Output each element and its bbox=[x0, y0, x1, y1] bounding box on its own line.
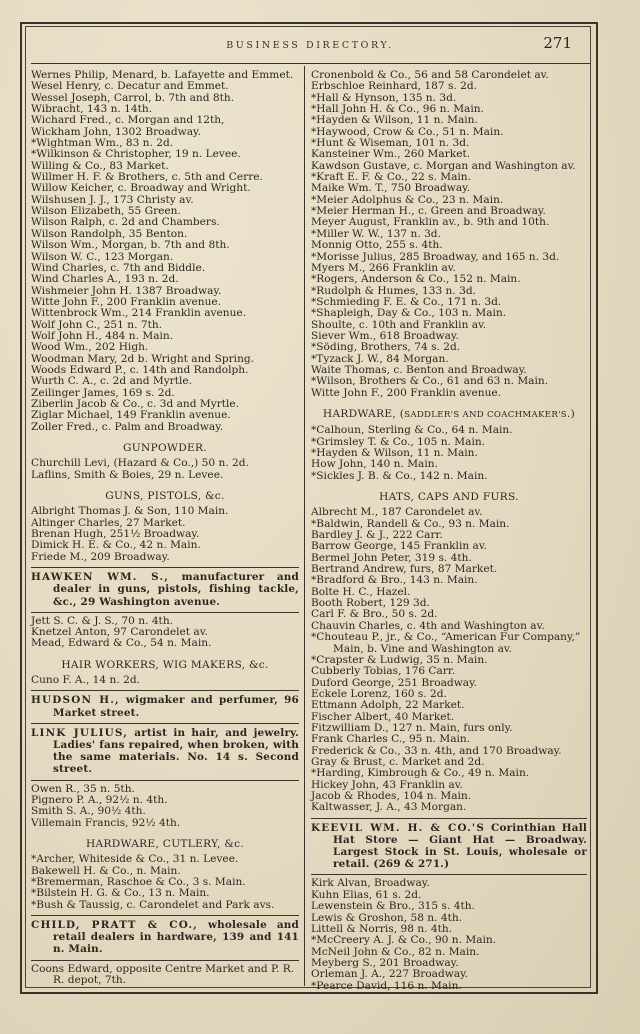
directory-entry: Chauvin Charles, c. 4th and Washington av. bbox=[311, 619, 545, 632]
directory-entry: Dimick H. E. & Co., 42 n. Main. bbox=[31, 539, 201, 552]
directory-entry: *Miller W. W., 137 n. 3d. bbox=[311, 227, 441, 240]
advertiser-name: HAWKEN WM. S., bbox=[31, 571, 170, 584]
directory-entry: Bardley J. & J., 222 Carr. bbox=[311, 529, 443, 542]
directory-entry: Wilson Elizabeth, 55 Green. bbox=[31, 205, 181, 218]
directory-entry: Willing & Co., 83 Market. bbox=[31, 159, 169, 172]
advertisement-hudson bbox=[31, 694, 299, 718]
advertiser-name: HUDSON H., bbox=[31, 694, 120, 707]
directory-entry: McNeil John & Co., 82 n. Main. bbox=[311, 945, 480, 958]
directory-entry: Meyberg S., 201 Broadway. bbox=[311, 956, 459, 969]
advertisement-text: wholesale and retail dealers in hardware, 139 and 141 n. Main. bbox=[53, 919, 299, 956]
directory-entry: *Haywood, Crow & Co., 51 n. Main. bbox=[311, 125, 504, 138]
running-title: BUSINESS DIRECTORY. bbox=[226, 40, 394, 51]
directory-entry: *Kraft E. F. & Co., 22 s. Main. bbox=[311, 171, 471, 184]
directory-entry: Wilson Wm., Morgan, b. 7th and 8th. bbox=[31, 239, 230, 252]
right-column bbox=[311, 70, 587, 992]
directory-entry: Friede M., 209 Broadway. bbox=[31, 550, 170, 563]
directory-entry: Bertrand Andrew, furs, 87 Market. bbox=[311, 563, 498, 576]
advertisement-hawken bbox=[31, 571, 299, 608]
left-column bbox=[31, 70, 299, 986]
directory-entry: Wishmeier John H. 1387 Broadway. bbox=[31, 284, 222, 297]
directory-entry: *Söding, Brothers, 74 s. 2d. bbox=[311, 341, 461, 354]
directory-entry: Littell & Norris, 98 n. 4th. bbox=[311, 922, 453, 935]
directory-entry: Woods Edward P., c. 14th and Randolph. bbox=[31, 363, 249, 376]
directory-entry: *Harding, Kimbrough & Co., 49 n. Main. bbox=[311, 767, 530, 780]
directory-entry: Wilshusen J. J., 173 Christy av. bbox=[31, 193, 194, 206]
directory-entry: Albrecht M., 187 Carondelet av. bbox=[311, 506, 483, 519]
directory-entry: Wilson W. C., 123 Morgan. bbox=[31, 250, 174, 263]
directory-entry: Woodman Mary, 2d b. Wright and Spring. bbox=[31, 352, 255, 365]
directory-entry: *Schmieding F. E. & Co., 171 n. 3d. bbox=[311, 295, 502, 308]
directory-entry: Shoulte, c. 10th and Franklin av. bbox=[311, 318, 487, 331]
heading-small-caps: SADDLER'S AND COACHMAKER'S bbox=[404, 409, 567, 420]
directory-entry: Jett S. C. & J. S., 70 n. 4th. bbox=[31, 614, 174, 627]
advertisement-text: wigmaker and perfumer, 96 Market street. bbox=[53, 694, 299, 719]
advertiser-name: CHILD, PRATT & CO., bbox=[31, 919, 198, 932]
section-heading-gunpowder: GUNPOWDER. bbox=[123, 442, 207, 454]
directory-entry: Coons Edward, opposite Centre Market and P. R. R. depot, 7th. bbox=[31, 962, 295, 987]
directory-entry: Altinger Charles, 27 Market. bbox=[31, 516, 186, 529]
directory-entry: Zeilinger James, 169 s. 2d. bbox=[31, 386, 175, 399]
directory-entry: Wilson Ralph, c. 2d and Chambers. bbox=[31, 216, 220, 229]
directory-entry: Kansteiner Wm., 260 Market. bbox=[311, 148, 471, 161]
directory-entry: Wilson Randolph, 35 Benton. bbox=[31, 227, 188, 240]
directory-entry: Bakewell H. & Co., n. Main. bbox=[31, 864, 181, 877]
directory-entry: *Wilkinson & Christopher, 19 n. Levee. bbox=[31, 148, 241, 161]
directory-entry: Cuno F. A., 14 n. 2d. bbox=[31, 674, 140, 687]
advertisement-link bbox=[31, 727, 299, 776]
hardware-cutlery-listing bbox=[31, 854, 299, 911]
heading-main: HARDWARE, ( bbox=[322, 407, 405, 420]
section-heading-hats: HATS, CAPS AND FURS. bbox=[379, 491, 519, 504]
directory-entry: Smith S. A., 90½ 4th. bbox=[31, 805, 146, 818]
directory-entry: *Shapleigh, Day & Co., 103 n. Main. bbox=[311, 307, 507, 320]
directory-entry: Albright Thomas J. & Son, 110 Main. bbox=[31, 505, 229, 518]
directory-entry: Siever Wm., 618 Broadway. bbox=[311, 329, 459, 342]
directory-entry: Wickham John, 1302 Broadway. bbox=[31, 125, 201, 138]
advertiser-name: KEEVIL WM. H. & CO.'S bbox=[311, 821, 486, 834]
directory-entry: Knetzel Anton, 97 Carondelet av. bbox=[31, 626, 208, 639]
directory-entry: Ziberlin Jacob & Co., c. 3d and Myrtle. bbox=[31, 397, 240, 410]
directory-entry: Wind Charles A., 193 n. 2d. bbox=[31, 273, 179, 286]
gunpowder-listing bbox=[31, 458, 299, 481]
directory-entry: *Rudolph & Humes, 133 n. 3d. bbox=[311, 284, 476, 297]
section-heading-hardware-cutlery: HARDWARE, CUTLERY, &c. bbox=[85, 838, 245, 851]
directory-entry: Eckele Lorenz, 160 s. 2d. bbox=[311, 687, 447, 700]
directory-entry: *Hall John H. & Co., 96 n. Main. bbox=[311, 103, 484, 116]
advertiser-name: LINK JULIUS, bbox=[31, 726, 129, 739]
directory-entry: *Sickles J. B. & Co., 142 n. Main. bbox=[311, 469, 488, 482]
directory-entry: Owen R., 35 n. 5th. bbox=[31, 782, 135, 795]
directory-entry: Kirk Alvan, Broadway. bbox=[311, 877, 430, 890]
directory-entry: *Rogers, Anderson & Co., 152 n. Main. bbox=[311, 273, 521, 286]
directory-entry: *Hayden & Wilson, 11 n. Main. bbox=[311, 447, 478, 459]
directory-entry: Cronenbold & Co., 56 and 58 Carondelet av. bbox=[311, 69, 549, 81]
directory-entry: Ziglar Michael, 149 Franklin avenue. bbox=[31, 409, 231, 422]
advertisement-text: manufacturer and dealer in guns, pistols, fishing tackle, &c., 29 Washington avenue. bbox=[53, 571, 300, 608]
advertisement-child-pratt bbox=[31, 919, 299, 956]
directory-entry: *Bush & Taussig, c. Carondelet and Park avs. bbox=[31, 898, 275, 911]
ad-rule bbox=[311, 818, 587, 819]
directory-entry: *Grimsley T. & Co., 105 n. Main. bbox=[311, 435, 486, 448]
ad-rule bbox=[31, 690, 299, 691]
directory-entry: Gray & Brust, c. Market and 2d. bbox=[311, 755, 485, 768]
section-heading-hair: HAIR WORKERS, WIG MAKERS, &c. bbox=[61, 658, 269, 671]
directory-entry: Willow Keicher, c. Broadway and Wright. bbox=[31, 182, 251, 195]
directory-entry: Lewenstein & Bro., 315 s. 4th. bbox=[311, 900, 475, 913]
directory-entry: Bermel John Peter, 319 s. 4th. bbox=[311, 551, 472, 564]
directory-entry: Witte John F., 200 Franklin avenue. bbox=[311, 386, 502, 399]
directory-entry: Willmer H. F. & Brothers, c. 5th and Cerre. bbox=[31, 171, 263, 184]
directory-entry: *Hunt & Wiseman, 101 n. 3d. bbox=[311, 137, 470, 150]
directory-entry: *Wightman Wm., 83 n. 2d. bbox=[31, 137, 174, 150]
continued-listing bbox=[31, 70, 299, 433]
ad-rule bbox=[31, 780, 299, 781]
directory-entry: Wind Charles, c. 7th and Biddle. bbox=[31, 261, 206, 274]
directory-entry: Jacob & Rhodes, 104 n. Main. bbox=[311, 789, 472, 802]
directory-entry: Pignero P. A., 92½ n. 4th. bbox=[31, 793, 168, 806]
hardware-cutlery-listing-continued bbox=[31, 964, 299, 987]
directory-entry: *Hall & Hynson, 135 n. 3d. bbox=[311, 91, 457, 104]
directory-entry: *Meier Adolphus & Co., 23 n. Main. bbox=[311, 193, 504, 206]
directory-entry: Wessel Joseph, Carrol, b. 7th and 8th. bbox=[31, 91, 235, 104]
hats-listing bbox=[311, 507, 587, 813]
directory-entry: Bolte H. C., Hazel. bbox=[311, 585, 411, 598]
directory-entry: Fitzwilliam D., 127 n. Main, furs only. bbox=[311, 721, 513, 734]
directory-entry: *Meier Herman H., c. Green and Broadway. bbox=[311, 205, 546, 218]
ad-rule bbox=[31, 723, 299, 724]
header-rule bbox=[31, 63, 590, 64]
directory-entry: How John, 140 n. Main. bbox=[311, 458, 438, 471]
directory-entry: *Chouteau P., jr., & Co., “American Fur Company,” Main, b. Vine and Washington av. bbox=[311, 631, 581, 655]
directory-entry: *Tyzack J. W., 84 Morgan. bbox=[311, 352, 449, 365]
section-heading-guns: GUNS, PISTOLS, &c. bbox=[105, 490, 225, 503]
directory-entry: *Baldwin, Randell & Co., 93 n. Main. bbox=[311, 517, 510, 530]
hair-listing bbox=[31, 675, 299, 686]
directory-entry: *Crapster & Ludwig, 35 n. Main. bbox=[311, 653, 488, 666]
directory-entry: Wittenbrock Wm., 214 Franklin avenue. bbox=[31, 307, 247, 320]
directory-entry: Waite Thomas, c. Benton and Broadway. bbox=[311, 363, 527, 376]
continued-listing bbox=[311, 70, 587, 399]
directory-entry: Wolf John H., 484 n. Main. bbox=[31, 329, 174, 342]
directory-entry: Kaltwasser, J. A., 43 Morgan. bbox=[311, 801, 467, 814]
directory-entry: Ettmann Adolph, 22 Market. bbox=[311, 699, 465, 712]
directory-entry: Myers M., 266 Franklin av. bbox=[311, 261, 456, 274]
directory-entry: Lewis & Groshon, 58 n. 4th. bbox=[311, 911, 463, 924]
directory-entry: Brenan Hugh, 251½ Broadway. bbox=[31, 528, 200, 541]
directory-entry: Cubberly Tobias, 176 Carr. bbox=[311, 665, 456, 678]
directory-entry: Wood Wm., 202 High. bbox=[31, 341, 149, 354]
directory-entry: Wurth C. A., c. 2d and Myrtle. bbox=[31, 375, 193, 388]
directory-entry: Witte John F., 200 Franklin avenue. bbox=[31, 295, 222, 308]
directory-entry: Kuhn Elias, 61 s. 2d. bbox=[311, 888, 422, 901]
directory-entry: *McCreery A. J. & Co., 90 n. Main. bbox=[311, 934, 497, 947]
directory-entry: Erbschloe Reinhard, 187 s. 2d. bbox=[311, 80, 477, 93]
directory-entry: Wibracht, 143 n. 14th. bbox=[31, 103, 153, 116]
directory-entry: Frederick & Co., 33 n. 4th, and 170 Broadway. bbox=[311, 744, 562, 757]
directory-entry: Maike Wm. T., 750 Broadway. bbox=[311, 182, 471, 195]
directory-entry: Villemain Francis, 92½ 4th. bbox=[31, 816, 181, 829]
directory-entry: *Bradford & Bro., 143 n. Main. bbox=[311, 574, 478, 587]
directory-entry: *Morisse Julius, 285 Broadway, and 165 n. 3d. bbox=[311, 250, 560, 263]
ad-rule bbox=[31, 960, 299, 961]
guns-listing bbox=[31, 506, 299, 563]
directory-entry: *Bilstein H. G. & Co., 13 n. Main. bbox=[31, 887, 210, 900]
directory-entry: Wesel Henry, c. Decatur and Emmet. bbox=[31, 80, 229, 93]
directory-entry: *Hayden & Wilson, 11 n. Main. bbox=[311, 114, 478, 127]
column-divider bbox=[304, 66, 305, 986]
directory-entry: Kawdson Gustave, c. Morgan and Washington av. bbox=[311, 159, 576, 172]
ad-rule bbox=[31, 567, 299, 568]
page-number: 271 bbox=[543, 34, 572, 52]
directory-entry: Booth Robert, 129 3d. bbox=[311, 597, 430, 610]
advertisement-keevil bbox=[311, 822, 587, 871]
directory-entry: Fischer Albert, 40 Market. bbox=[311, 710, 455, 723]
section-heading-hardware-saddlers bbox=[311, 409, 587, 421]
directory-entry: Duford George, 251 Broadway. bbox=[311, 676, 478, 689]
ad-rule bbox=[311, 874, 587, 875]
advertisement-text: artist in hair, and jewelry. Ladies' fans repaired, when broken, with the same materials. No. 14 s. Second street. bbox=[53, 726, 299, 776]
directory-entry: Monnig Otto, 255 s. 4th. bbox=[311, 239, 443, 252]
directory-entry: Mead, Edward & Co., 54 n. Main. bbox=[31, 637, 212, 650]
directory-entry: Frank Charles C., 95 n. Main. bbox=[311, 733, 471, 746]
directory-entry: Carl F. & Bro., 50 s. 2d. bbox=[311, 608, 438, 621]
directory-entry: Wichard Fred., c. Morgan and 12th, bbox=[31, 114, 225, 127]
directory-entry: Churchill Levi, (Hazard & Co.,) 50 n. 2d. bbox=[31, 457, 249, 470]
heading-end: .) bbox=[566, 407, 576, 420]
directory-entry: Wernes Philip, Menard, b. Lafayette and Emmet. bbox=[31, 69, 294, 81]
directory-entry: *Calhoun, Sterling & Co., 64 n. Main. bbox=[311, 424, 513, 437]
directory-entry: Orleman J. A., 227 Broadway. bbox=[311, 968, 469, 981]
directory-entry: *Wilson, Brothers & Co., 61 and 63 n. Main. bbox=[311, 375, 549, 388]
directory-entry: Laflins, Smith & Boies, 29 n. Levee. bbox=[31, 468, 224, 481]
directory-entry: Barrow George, 145 Franklin av. bbox=[311, 540, 487, 553]
directory-entry: *Bremerman, Raschoe & Co., 3 s. Main. bbox=[31, 876, 246, 889]
hats-listing-continued bbox=[311, 878, 587, 991]
guns-listing-continued bbox=[31, 616, 299, 650]
ad-rule bbox=[31, 915, 299, 916]
ad-rule bbox=[31, 612, 299, 613]
directory-entry: *Pearce David, 116 n. Main. bbox=[311, 979, 462, 992]
directory-entry: Meyer August, Franklin av., b. 9th and 10th. bbox=[311, 216, 550, 229]
page-header bbox=[30, 34, 590, 54]
directory-entry: Hickey John, 43 Franklin av. bbox=[311, 778, 463, 791]
advertisement-text: Corinthian Hall Hat Store — Giant Hat — Broadway. Largest Stock in St. Louis, wholesale or retail. (269 & 271.) bbox=[333, 821, 587, 871]
directory-entry: Zoller Fred., c. Palm and Broadway. bbox=[31, 420, 224, 433]
hair-listing-continued bbox=[31, 784, 299, 829]
directory-entry: Wolf John C., 251 n. 7th. bbox=[31, 318, 163, 331]
directory-entry: *Archer, Whiteside & Co., 31 n. Levee. bbox=[31, 853, 239, 866]
hardware-saddlers-listing bbox=[311, 425, 587, 482]
